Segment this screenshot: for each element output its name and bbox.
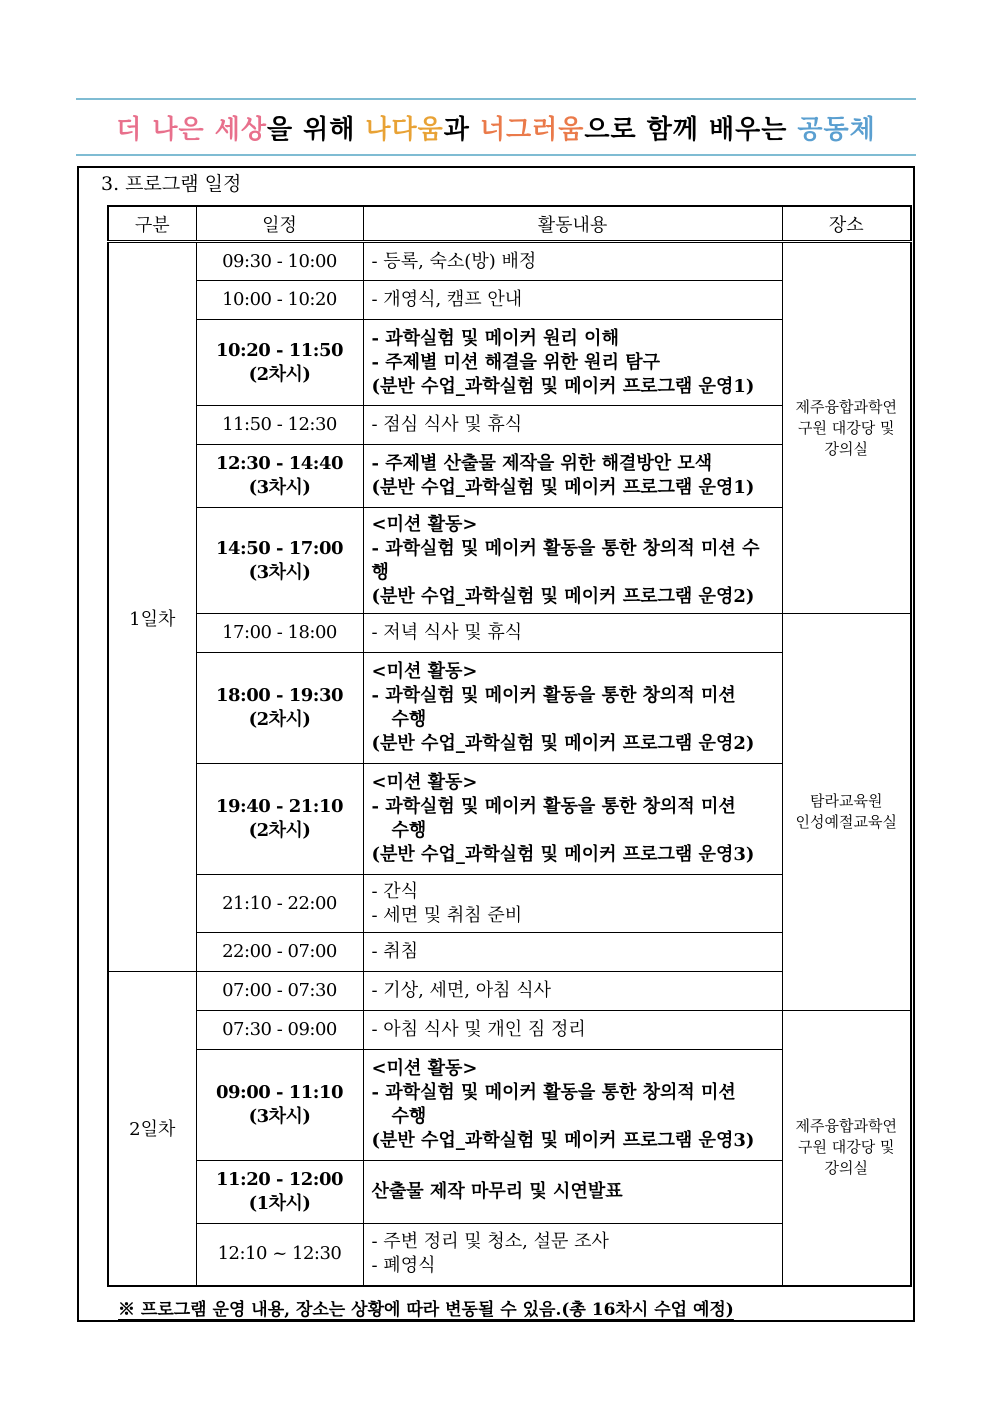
session-text: (3차시) <box>248 561 311 583</box>
time-cell <box>196 764 363 875</box>
time-cell <box>196 1161 363 1224</box>
activity-line: - 저녁 식사 및 휴식 <box>371 622 523 643</box>
activity-line: - 기상, 세면, 아침 식사 <box>371 980 552 1001</box>
activity-line: - 주제별 산출물 제작을 위한 해결방안 모색 <box>371 453 713 474</box>
time-text: 22:00 - 07:00 <box>222 941 337 962</box>
activity-line: - 주변 정리 및 청소, 설문 조사 <box>371 1231 609 1253</box>
time-cell <box>196 320 363 406</box>
location-line: 구원 대강당 및 <box>798 1138 895 1157</box>
location-line: 강의실 <box>824 439 868 458</box>
activity-line: - 폐영식 <box>371 1255 436 1277</box>
location-line: 제주융합과학연 <box>795 397 897 416</box>
header-location: 장소 <box>782 206 911 242</box>
banner-part: 으로 함께 배우는 <box>584 114 798 145</box>
banner-part: 더 나은 세상 <box>116 114 267 145</box>
activity-line: - 과학실험 및 메이커 활동을 통한 창의적 미션 <box>371 796 736 817</box>
activity-line: (분반 수업_과학실험 및 메이커 프로그램 운영2) <box>371 585 755 607</box>
session-text: (2차시) <box>248 709 311 730</box>
activity-line: - 취침 <box>371 941 419 962</box>
session-text: (3차시) <box>248 1106 311 1127</box>
time-text: 11:50 - 12:30 <box>222 414 337 435</box>
activity-cell <box>363 406 782 445</box>
schedule-table <box>107 205 912 1287</box>
activity-line: 수행 <box>391 1106 427 1127</box>
activity-cell <box>363 614 782 653</box>
activity-cell <box>363 1050 782 1161</box>
table-row <box>108 614 911 653</box>
time-text: 17:00 - 18:00 <box>222 622 337 643</box>
activity-cell <box>363 933 782 972</box>
activity-cell <box>363 1224 782 1286</box>
time-cell <box>196 653 363 764</box>
session-text: (2차시) <box>248 363 311 385</box>
activity-cell <box>363 972 782 1011</box>
activity-line: - 개영식, 캠프 안내 <box>371 289 523 310</box>
time-cell <box>196 933 363 972</box>
time-text: 10:20 - 11:50 <box>216 339 343 361</box>
activity-line: <미션 활동> <box>371 772 478 793</box>
time-cell <box>196 1011 363 1050</box>
table-header-row <box>108 206 911 242</box>
table-row <box>108 1011 911 1050</box>
activity-cell <box>363 764 782 875</box>
time-text: 14:50 - 17:00 <box>216 537 343 559</box>
banner-part: 을 위해 <box>266 114 366 145</box>
activity-cell <box>363 1161 782 1224</box>
location-cell <box>782 242 911 614</box>
activity-line: - 간식 <box>371 880 419 902</box>
activity-cell <box>363 281 782 320</box>
activity-line: (분반 수업_과학실험 및 메이커 프로그램 운영1) <box>371 375 755 397</box>
page-banner <box>76 98 916 156</box>
activity-line: - 과학실험 및 메이커 활동을 통한 창의적 미션 수행 <box>371 537 760 583</box>
header-activity: 활동내용 <box>363 206 782 242</box>
activity-cell <box>363 875 782 933</box>
time-cell <box>196 1224 363 1286</box>
banner-part: 공동체 <box>797 114 876 145</box>
activity-cell <box>363 1011 782 1050</box>
session-text: (2차시) <box>248 820 311 841</box>
activity-cell <box>363 653 782 764</box>
time-text: 09:00 - 11:10 <box>216 1082 343 1103</box>
location-cell <box>782 1011 911 1286</box>
day-cell: 2일차 <box>108 972 196 1286</box>
time-text: 07:00 - 07:30 <box>222 980 337 1001</box>
time-cell <box>196 242 363 281</box>
time-cell <box>196 508 363 614</box>
location-line: 제주융합과학연 <box>795 1117 897 1136</box>
activity-cell <box>363 320 782 406</box>
time-text: 11:20 - 12:00 <box>216 1169 343 1190</box>
activity-line: (분반 수업_과학실험 및 메이커 프로그램 운영1) <box>371 477 755 498</box>
time-cell <box>196 875 363 933</box>
activity-line: 산출물 제작 마무리 및 시연발표 <box>371 1181 623 1202</box>
time-text: 12:30 - 14:40 <box>216 453 343 474</box>
time-text: 19:40 - 21:10 <box>216 796 343 817</box>
time-cell <box>196 406 363 445</box>
activity-line: - 등록, 숙소(방) 배정 <box>371 250 537 272</box>
location-cell <box>782 614 911 1011</box>
activity-cell <box>363 445 782 508</box>
time-text: 10:00 - 10:20 <box>222 289 337 310</box>
session-text: (3차시) <box>248 477 311 498</box>
banner-part: 나다움 <box>365 114 444 145</box>
header-day: 구분 <box>108 206 196 242</box>
activity-line: - 세면 및 취침 준비 <box>371 904 523 926</box>
time-cell <box>196 445 363 508</box>
activity-line: (분반 수업_과학실험 및 메이커 프로그램 운영2) <box>371 733 755 754</box>
location-line: 강의실 <box>824 1159 868 1178</box>
activity-line: - 과학실험 및 메이커 활동을 통한 창의적 미션 <box>371 685 736 706</box>
time-cell <box>196 614 363 653</box>
activity-cell <box>363 242 782 281</box>
section-title: 3. 프로그램 일정 <box>101 173 242 195</box>
session-text: (1차시) <box>248 1193 311 1214</box>
footnote: ※ 프로그램 운영 내용, 장소는 상황에 따라 변동될 수 있음.(총 16차시 수업 예정) <box>118 1300 734 1320</box>
location-line: 탐라교육원 <box>810 792 883 810</box>
banner-part: 너그러움 <box>479 114 585 145</box>
activity-line: (분반 수업_과학실험 및 메이커 프로그램 운영3) <box>371 1130 755 1151</box>
table-row <box>108 242 911 281</box>
activity-line: - 점심 식사 및 휴식 <box>371 414 523 435</box>
time-text: 12:10 ~ 12:30 <box>217 1243 342 1265</box>
activity-cell <box>363 508 782 614</box>
time-text: 18:00 - 19:30 <box>216 685 343 706</box>
activity-line: <미션 활동> <box>371 661 478 682</box>
activity-line: - 아침 식사 및 개인 짐 정리 <box>371 1019 586 1040</box>
activity-line: <미션 활동> <box>371 513 478 535</box>
time-cell <box>196 281 363 320</box>
time-text: 07:30 - 09:00 <box>222 1019 337 1040</box>
time-cell <box>196 972 363 1011</box>
location-line: 구원 대강당 및 <box>798 418 895 437</box>
time-text: 09:30 - 10:00 <box>222 250 337 272</box>
activity-line: - 과학실험 및 메이커 원리 이해 <box>371 327 619 349</box>
activity-line: (분반 수업_과학실험 및 메이커 프로그램 운영3) <box>371 844 755 865</box>
location-line: 인성예절교육실 <box>795 813 897 831</box>
time-cell <box>196 1050 363 1161</box>
activity-line: - 주제별 미션 해결을 위한 원리 탐구 <box>371 351 661 373</box>
header-time: 일정 <box>196 206 363 242</box>
activity-line: 수행 <box>391 709 427 730</box>
activity-line: <미션 활동> <box>371 1058 478 1079</box>
day-cell: 1일차 <box>108 242 196 972</box>
activity-line: - 과학실험 및 메이커 활동을 통한 창의적 미션 <box>371 1082 736 1103</box>
banner-part: 과 <box>443 114 480 145</box>
time-text: 21:10 - 22:00 <box>222 892 337 914</box>
activity-line: 수행 <box>391 820 427 841</box>
